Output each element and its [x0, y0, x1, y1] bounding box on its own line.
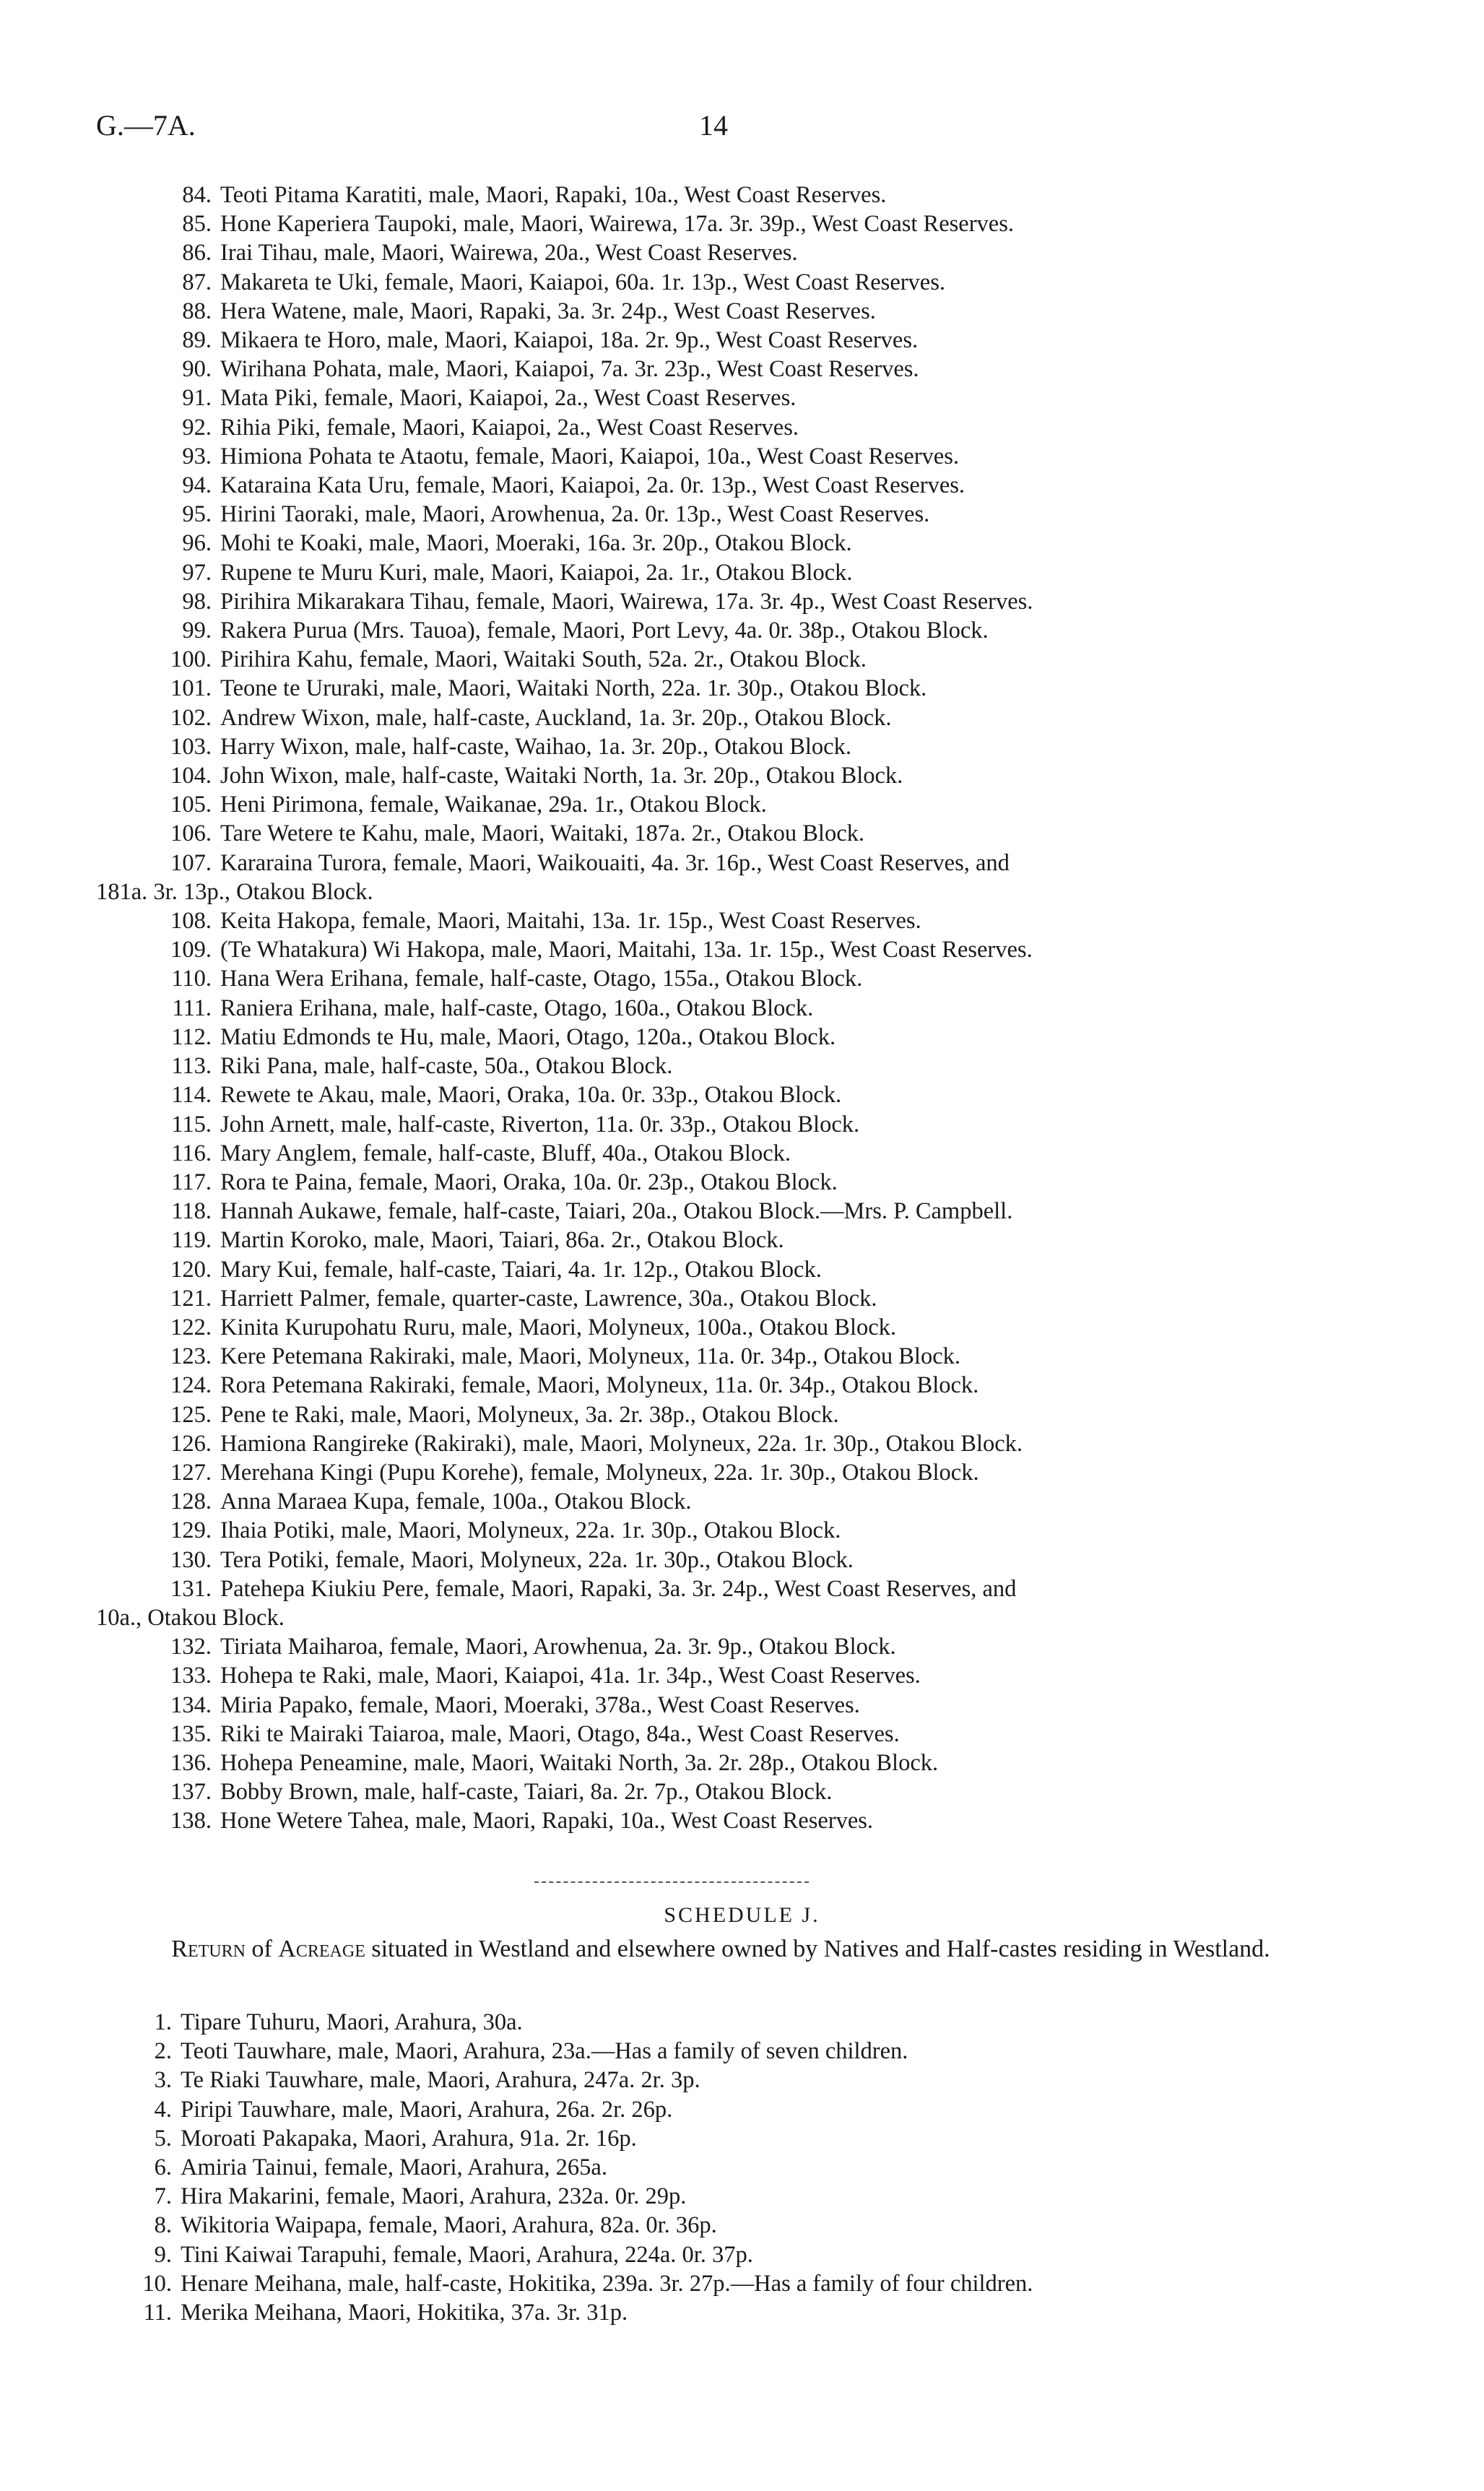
entry-number: 104.	[170, 763, 212, 789]
list-item	[96, 1661, 1345, 1690]
entry-number: 95.	[182, 501, 212, 528]
entry-text: Miria Papako, female, Maori, Moeraki, 378a., West Coast Reserves.	[220, 1691, 860, 1718]
entry-number: 123.	[170, 1343, 212, 1370]
list-item	[96, 1458, 1345, 1487]
entry-number: 84.	[182, 182, 212, 208]
page-number: 14	[699, 109, 728, 142]
entry-text: Heni Pirimona, female, Waikanae, 29a. 1r., Otakou Block.	[220, 792, 767, 818]
list-item	[96, 268, 1345, 297]
entries-list-continued	[96, 181, 1345, 1836]
entry-text: Hohepa Peneamine, male, Maori, Waitaki North, 3a. 2r. 28p., Otakou Block.	[220, 1749, 939, 1776]
list-item	[96, 1691, 1345, 1720]
entry-text: Merehana Kingi (Pupu Korehe), female, Molyneux, 22a. 1r. 30p., Otakou Block.	[220, 1459, 979, 1486]
list-item	[96, 1749, 1345, 1777]
entry-number: 10.	[142, 2270, 172, 2297]
entry-text: Kinita Kurupohatu Ruru, male, Maori, Molyneux, 100a., Otakou Block.	[220, 1314, 897, 1340]
entry-number: 122.	[170, 1314, 212, 1340]
section-divider	[534, 1881, 809, 1883]
entry-number: 135.	[170, 1720, 212, 1747]
entry-text: Raniera Erihana, male, half-caste, Otago, 160a., Otakou Block.	[220, 995, 814, 1021]
entry-number: 91.	[182, 385, 212, 412]
entry-number: 87.	[182, 269, 212, 295]
entry-text: Bobby Brown, male, half-caste, Taiari, 8a. 2r. 7p., Otakou Block.	[220, 1779, 833, 1806]
entry-number: 97.	[182, 559, 212, 586]
entry-text: Kataraina Kata Uru, female, Maori, Kaiapoi, 2a. 0r. 13p., West Coast Reserves.	[220, 472, 966, 499]
list-item	[96, 1080, 1345, 1109]
entry-number: 4.	[154, 2096, 172, 2123]
entry-number: 103.	[170, 733, 212, 760]
list-item	[96, 674, 1345, 703]
entry-text: Mary Anglem, female, half-caste, Bluff, 40a., Otakou Block.	[220, 1140, 791, 1166]
entry-number: 128.	[170, 1489, 212, 1515]
entry-text: Kararaina Turora, female, Maori, Waikouaiti, 4a. 3r. 16p., West Coast Reserves, and	[220, 849, 1010, 876]
entry-number: 129.	[170, 1517, 212, 1544]
intro-return: Return	[171, 1936, 246, 1962]
intro-acreage: Acreage	[278, 1936, 365, 1962]
entry-text: Te Riaki Tauwhare, male, Maori, Arahura, 247a. 2r. 3p.	[181, 2067, 700, 2094]
entry-text: Teone te Ururaki, male, Maori, Waitaki North, 22a. 1r. 30p., Otakou Block.	[220, 675, 927, 702]
list-item	[96, 355, 1345, 384]
entry-text: Henare Meihana, male, half-caste, Hokitika, 239a. 3r. 27p.—Has a family of four children.	[181, 2270, 1033, 2297]
list-item	[96, 413, 1345, 442]
entry-text: Tiriata Maiharoa, female, Maori, Arowhenua, 2a. 3r. 9p., Otakou Block.	[220, 1634, 896, 1660]
entry-number: 112.	[171, 1023, 212, 1050]
entry-number: 116.	[171, 1140, 212, 1166]
entry-continuation: 10a., Otakou Block.	[96, 1604, 285, 1631]
list-item	[96, 1052, 1345, 1080]
list-item	[96, 906, 1345, 935]
list-item	[96, 181, 1345, 209]
entry-number: 124.	[170, 1372, 212, 1399]
entry-number: 113.	[171, 1053, 212, 1080]
list-item	[96, 1255, 1345, 1284]
schedule-intro	[96, 1936, 1345, 1963]
entry-text: Rora Petemana Rakiraki, female, Maori, Molyneux, 11a. 0r. 34p., Otakou Block.	[220, 1372, 979, 1399]
entry-number: 117.	[171, 1169, 212, 1195]
list-item	[96, 1284, 1345, 1313]
entry-text: John Wixon, male, half-caste, Waitaki North, 1a. 3r. 20p., Otakou Block.	[220, 763, 903, 789]
entry-number: 132.	[170, 1634, 212, 1660]
entry-text: Merika Meihana, Maori, Hokitika, 37a. 3r. 31p.	[181, 2300, 628, 2326]
list-item	[96, 849, 1345, 878]
list-item	[96, 1546, 1345, 1574]
list-item	[96, 2182, 1345, 2211]
entry-text: Himiona Pohata te Ataotu, female, Maori, Kaiapoi, 10a., West Coast Reserves.	[220, 443, 960, 469]
entry-text: Tini Kaiwai Tarapuhi, female, Maori, Arahura, 224a. 0r. 37p.	[181, 2241, 753, 2268]
entry-text: Ihaia Potiki, male, Maori, Molyneux, 22a. 1r. 30p., Otakou Block.	[220, 1517, 841, 1544]
entry-number: 109.	[170, 937, 212, 963]
entry-text: Mata Piki, female, Maori, Kaiapoi, 2a., West Coast Reserves.	[220, 385, 797, 412]
list-item	[96, 2095, 1345, 2124]
entry-text: Mohi te Koaki, male, Maori, Moeraki, 16a. 3r. 20p., Otakou Block.	[220, 530, 852, 557]
entry-number: 105.	[170, 792, 212, 818]
list-item	[96, 1429, 1345, 1458]
entry-text: Tera Potiki, female, Maori, Molyneux, 22a. 1r. 30p., Otakou Block.	[220, 1546, 854, 1573]
entry-text: Harriett Palmer, female, quarter-caste, Lawrence, 30a., Otakou Block.	[220, 1285, 877, 1312]
entry-number: 98.	[182, 588, 212, 615]
entry-text: Hone Kaperiera Taupoki, male, Maori, Wairewa, 17a. 3r. 39p., West Coast Reserves.	[220, 211, 1015, 238]
entry-text: Rewete te Akau, male, Maori, Oraka, 10a. 0r. 33p., Otakou Block.	[220, 1082, 842, 1109]
schedule-title: SCHEDULE J.	[664, 1903, 820, 1927]
entry-text: Andrew Wixon, male, half-caste, Auckland, 1a. 3r. 20p., Otakou Block.	[220, 704, 892, 731]
entry-number: 108.	[170, 908, 212, 935]
list-item	[96, 1226, 1345, 1255]
list-item	[96, 558, 1345, 587]
list-item	[96, 2269, 1345, 2298]
entry-text: Piripi Tauwhare, male, Maori, Arahura, 26a. 2r. 26p.	[181, 2096, 673, 2123]
entry-number: 89.	[182, 327, 212, 354]
entry-text: Mikaera te Horo, male, Maori, Kaiapoi, 18a. 2r. 9p., West Coast Reserves.	[220, 327, 919, 354]
list-item	[96, 1400, 1345, 1429]
list-item	[96, 935, 1345, 964]
list-item	[96, 1574, 1345, 1603]
entry-text: Hannah Aukawe, female, half-caste, Taiari, 20a., Otakou Block.—Mrs. P. Campbell.	[220, 1198, 1013, 1225]
entry-number: 90.	[182, 356, 212, 383]
entry-number: 94.	[182, 472, 212, 499]
list-item	[96, 587, 1345, 616]
entry-text: Kere Petemana Rakiraki, male, Maori, Molyneux, 11a. 0r. 34p., Otakou Block.	[220, 1343, 961, 1370]
entry-number: 125.	[170, 1401, 212, 1428]
entry-number: 9.	[154, 2241, 172, 2268]
entry-text: Keita Hakopa, female, Maori, Maitahi, 13a. 1r. 15p., West Coast Reserves.	[220, 908, 921, 935]
list-item	[96, 1516, 1345, 1545]
list-item	[96, 2298, 1345, 2327]
list-item	[96, 645, 1345, 674]
entry-text: Martin Koroko, male, Maori, Taiari, 86a. 2r., Otakou Block.	[220, 1227, 784, 1254]
entry-number: 120.	[170, 1256, 212, 1283]
entry-text: Teoti Pitama Karatiti, male, Maori, Rapaki, 10a., West Coast Reserves.	[220, 182, 887, 208]
list-item	[96, 2240, 1345, 2269]
intro-of: of	[251, 1936, 272, 1962]
entry-number: 138.	[170, 1808, 212, 1834]
entry-number: 100.	[170, 646, 212, 673]
list-item	[96, 326, 1345, 355]
entry-text: Patehepa Kiukiu Pere, female, Maori, Rapaki, 3a. 3r. 24p., West Coast Reserves, and	[220, 1575, 1017, 1602]
document-code: G.—7A.	[96, 109, 196, 142]
list-item	[96, 297, 1345, 326]
list-item	[96, 442, 1345, 471]
entry-text: Rihia Piki, female, Maori, Kaiapoi, 2a., West Coast Reserves.	[220, 414, 799, 441]
entry-continuation: 181a. 3r. 13p., Otakou Block.	[96, 878, 373, 905]
list-item	[96, 471, 1345, 500]
list-item	[96, 2008, 1345, 2037]
list-item	[96, 1720, 1345, 1749]
list-item	[96, 1632, 1345, 1661]
entry-number: 133.	[170, 1663, 212, 1689]
entry-number: 118.	[171, 1198, 212, 1225]
list-item	[96, 1023, 1345, 1052]
entry-text: Rakera Purua (Mrs. Tauoa), female, Maori, Port Levy, 4a. 0r. 38p., Otakou Block.	[220, 618, 989, 644]
list-item	[96, 2066, 1345, 2094]
entry-number: 126.	[170, 1430, 212, 1457]
list-item	[96, 2211, 1345, 2240]
entry-number: 93.	[182, 443, 212, 469]
entry-text: Pirihira Kahu, female, Maori, Waitaki South, 52a. 2r., Otakou Block.	[220, 646, 867, 673]
entry-number: 107.	[170, 849, 212, 876]
list-item	[96, 703, 1345, 732]
list-item	[96, 1806, 1345, 1835]
entry-text: Mary Kui, female, half-caste, Taiari, 4a. 1r. 12p., Otakou Block.	[220, 1256, 822, 1283]
list-item	[96, 994, 1345, 1023]
entry-number: 101.	[170, 675, 212, 702]
list-item	[96, 1139, 1345, 1168]
list-item	[96, 2124, 1345, 2153]
entry-number: 127.	[170, 1459, 212, 1486]
list-item	[96, 761, 1345, 790]
entry-text: Wikitoria Waipapa, female, Maori, Arahura, 82a. 0r. 36p.	[181, 2212, 717, 2239]
list-item	[96, 238, 1345, 267]
page-header	[96, 108, 1345, 152]
entry-text: Hohepa te Raki, male, Maori, Kaiapoi, 41a. 1r. 34p., West Coast Reserves.	[220, 1663, 921, 1689]
entry-text: Hamiona Rangireke (Rakiraki), male, Maori, Molyneux, 22a. 1r. 30p., Otakou Block.	[220, 1430, 1023, 1457]
entry-number: 3.	[154, 2067, 172, 2094]
list-item	[96, 1342, 1345, 1371]
entry-text: Moroati Pakapaka, Maori, Arahura, 91a. 2r. 16p.	[181, 2125, 637, 2152]
entry-number: 130.	[170, 1546, 212, 1573]
entry-number: 86.	[182, 240, 212, 267]
entry-number: 7.	[154, 2183, 172, 2210]
entry-text: Rora te Paina, female, Maori, Oraka, 10a. 0r. 23p., Otakou Block.	[220, 1169, 838, 1195]
entry-number: 102.	[170, 704, 212, 731]
entry-number: 131.	[170, 1575, 212, 1602]
list-item	[96, 1777, 1345, 1806]
list-item	[96, 1168, 1345, 1197]
entry-text: Matiu Edmonds te Hu, male, Maori, Otago, 120a., Otakou Block.	[220, 1023, 836, 1050]
entry-text: Anna Maraea Kupa, female, 100a., Otakou Block.	[220, 1489, 692, 1515]
list-item	[96, 1313, 1345, 1342]
entry-text: Pirihira Mikarakara Tihau, female, Maori, Wairewa, 17a. 3r. 4p., West Coast Reserves.	[220, 588, 1033, 615]
entry-text: (Te Whatakura) Wi Hakopa, male, Maori, Maitahi, 13a. 1r. 15p., West Coast Reserves.	[220, 937, 1033, 963]
entry-text: Hira Makarini, female, Maori, Arahura, 232a. 0r. 29p.	[181, 2183, 687, 2210]
list-item	[96, 1487, 1345, 1516]
list-item	[96, 1197, 1345, 1226]
list-item	[96, 1110, 1345, 1139]
entry-text: Wirihana Pohata, male, Maori, Kaiapoi, 7a. 3r. 23p., West Coast Reserves.	[220, 356, 919, 383]
intro-rest: situated in Westland and elsewhere owned by Natives and Half-castes residing in Westland.	[371, 1936, 1270, 1962]
entry-number: 8.	[154, 2212, 172, 2239]
entry-text: Tare Wetere te Kahu, male, Maori, Waitaki, 187a. 2r., Otakou Block.	[220, 820, 864, 847]
list-item	[96, 790, 1345, 819]
entry-text: Riki Pana, male, half-caste, 50a., Otakou Block.	[220, 1053, 673, 1080]
entry-text: Rupene te Muru Kuri, male, Maori, Kaiapoi, 2a. 1r., Otakou Block.	[220, 559, 853, 586]
list-item	[96, 964, 1345, 993]
list-item	[96, 500, 1345, 529]
entry-text: Teoti Tauwhare, male, Maori, Arahura, 23a.—Has a family of seven children.	[181, 2038, 908, 2065]
list-item	[96, 2153, 1345, 2182]
schedule-j-entries	[96, 2008, 1345, 2327]
entry-text: Riki te Mairaki Taiaroa, male, Maori, Otago, 84a., West Coast Reserves.	[220, 1720, 900, 1747]
entry-number: 110.	[171, 966, 212, 992]
entry-number: 121.	[170, 1285, 212, 1312]
list-item	[96, 732, 1345, 761]
entry-text: Hone Wetere Tahea, male, Maori, Rapaki, 10a., West Coast Reserves.	[220, 1808, 874, 1834]
entry-text: Amiria Tainui, female, Maori, Arahura, 265a.	[181, 2154, 607, 2181]
entry-number: 6.	[154, 2154, 172, 2181]
list-item	[96, 819, 1345, 848]
entry-text: Hana Wera Erihana, female, half-caste, Otago, 155a., Otakou Block.	[220, 966, 863, 992]
entry-number: 106.	[170, 820, 212, 847]
entry-number: 85.	[182, 211, 212, 238]
entry-text: Tipare Tuhuru, Maori, Arahura, 30a.	[181, 2009, 523, 2035]
entry-number: 136.	[170, 1749, 212, 1776]
entry-text: Hirini Taoraki, male, Maori, Arowhenua, 2a. 0r. 13p., West Coast Reserves.	[220, 501, 930, 528]
list-item	[96, 1371, 1345, 1400]
entry-text: Pene te Raki, male, Maori, Molyneux, 3a. 2r. 38p., Otakou Block.	[220, 1401, 839, 1428]
list-item	[96, 529, 1345, 558]
list-item	[96, 616, 1345, 645]
entry-number: 99.	[182, 618, 212, 644]
list-item	[96, 384, 1345, 412]
entry-text: Irai Tihau, male, Maori, Wairewa, 20a., West Coast Reserves.	[220, 240, 798, 267]
entry-text: Makareta te Uki, female, Maori, Kaiapoi, 60a. 1r. 13p., West Coast Reserves.	[220, 269, 946, 295]
entry-number: 1.	[154, 2009, 172, 2035]
list-item	[96, 209, 1345, 238]
entry-number: 5.	[154, 2125, 172, 2152]
entry-number: 96.	[182, 530, 212, 557]
entry-number: 114.	[171, 1082, 212, 1109]
entry-number: 119.	[171, 1227, 212, 1254]
list-item	[96, 2037, 1345, 2066]
entry-number: 115.	[171, 1111, 212, 1138]
entry-text: Hera Watene, male, Maori, Rapaki, 3a. 3r. 24p., West Coast Reserves.	[220, 298, 876, 324]
entry-number: 2.	[154, 2038, 172, 2065]
entry-number: 134.	[170, 1691, 212, 1718]
entry-number: 137.	[170, 1779, 212, 1806]
entry-text: John Arnett, male, half-caste, Riverton, 11a. 0r. 33p., Otakou Block.	[220, 1111, 860, 1138]
entry-text: Harry Wixon, male, half-caste, Waihao, 1a. 3r. 20p., Otakou Block.	[220, 733, 851, 760]
entry-number: 111.	[172, 995, 212, 1021]
entry-number: 88.	[182, 298, 212, 324]
entry-number: 92.	[182, 414, 212, 441]
entry-number: 11.	[143, 2300, 172, 2326]
